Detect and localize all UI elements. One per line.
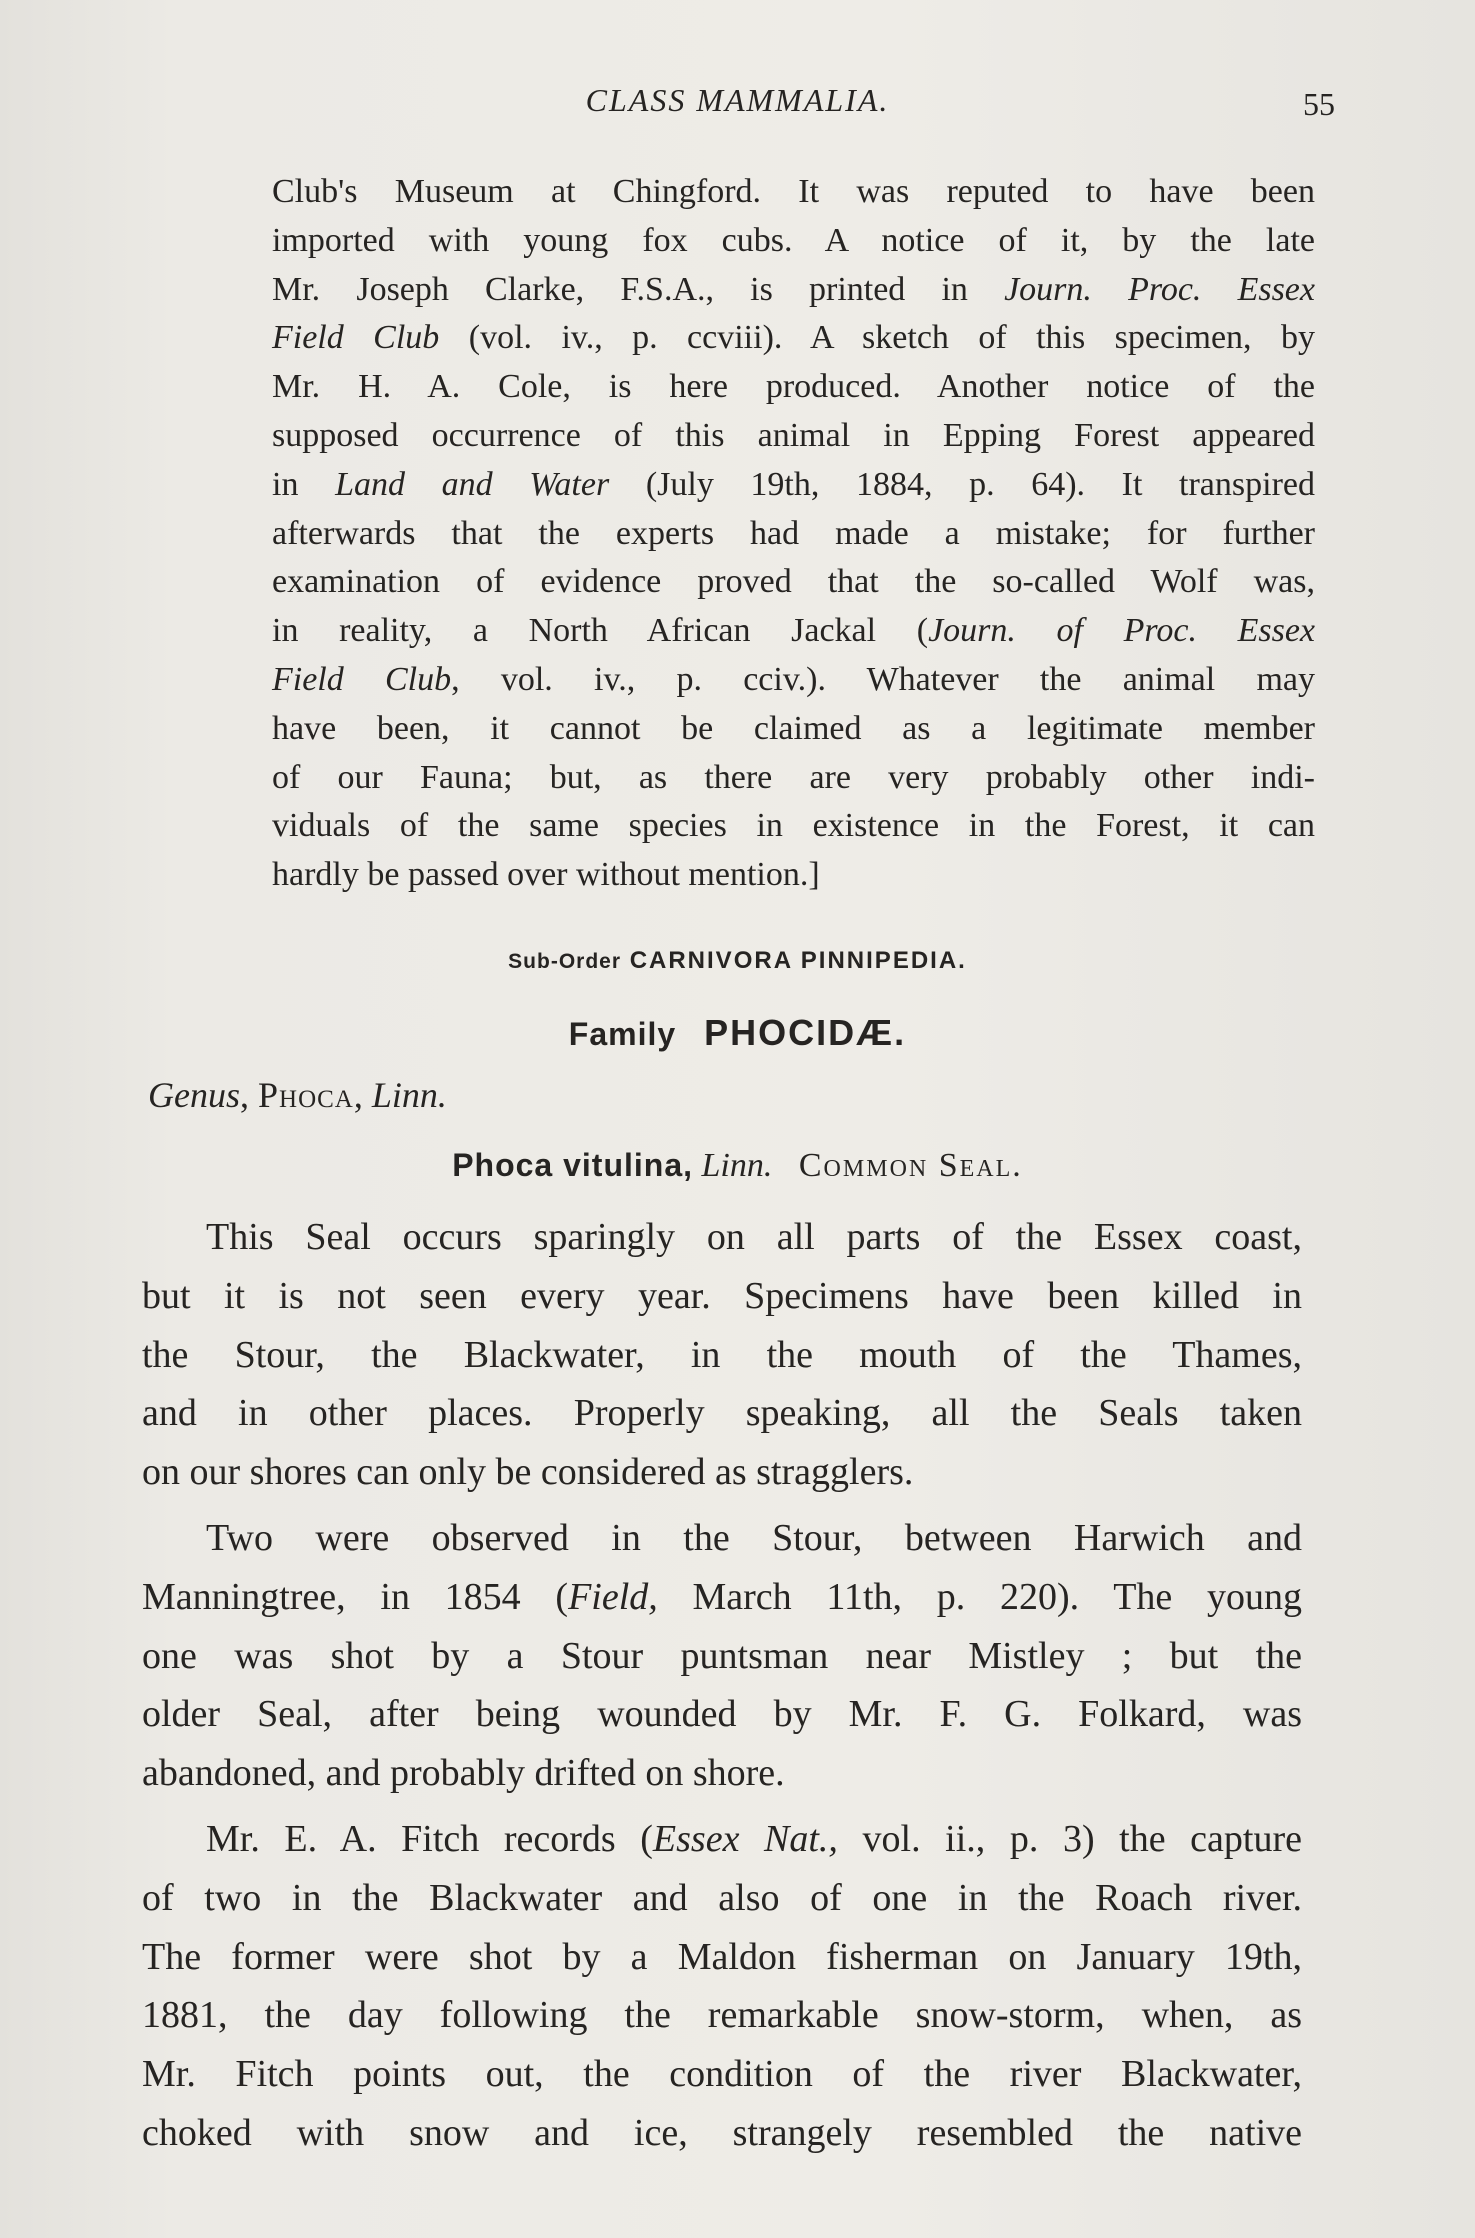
text-run: (vol. iv., p. ccviii). A sketch of this specimen, by — [468, 319, 1315, 357]
page-number: 55 — [1303, 86, 1335, 122]
text-run: in — [272, 465, 336, 503]
text-line — [272, 656, 1315, 705]
body-paragraph-3 — [142, 1810, 1302, 2163]
text-line: of our Fauna; but, as there are very probably other indi- — [272, 758, 1315, 796]
text-line: one was shot by a Stour puntsman near Mistley ; but the — [142, 1634, 1302, 1677]
text-line: imported with young fox cubs. A notice of it, by the late — [272, 221, 1315, 259]
suborder-heading — [0, 944, 1475, 979]
text-run: , vol. iv., p. cciv.). Whatever the animal may — [451, 660, 1315, 698]
text-line: the Stour, the Blackwater, in the mouth of the Thames, — [142, 1333, 1302, 1376]
text-line — [142, 1568, 1302, 1627]
species-authority: Linn. — [701, 1147, 773, 1184]
text-line — [142, 1810, 1302, 1869]
genus-word: Genus — [148, 1075, 240, 1115]
text-line: older Seal, after being wounded by Mr. F. G. Folkard, was — [142, 1693, 1302, 1736]
text-run: (July 19th, 1884, p. 64). It transpired — [645, 465, 1315, 503]
text-run: in reality, a North African Jackal ( — [272, 612, 929, 650]
journal-title: Essex Nat., — [652, 1818, 838, 1860]
genus-authority: Linn. — [371, 1075, 447, 1115]
text-run: vol. ii., p. 3) the capture — [837, 1818, 1302, 1860]
text-line: Two were observed in the Stour, between Harwich and — [206, 1517, 1302, 1559]
text-line — [272, 266, 1315, 315]
suborder-prefix: Sub-Order — [508, 950, 622, 973]
text-line — [272, 607, 1315, 656]
text-line — [272, 314, 1315, 363]
genus-heading — [148, 1070, 447, 1120]
body-paragraph-2 — [142, 1509, 1302, 1803]
running-head — [0, 78, 1475, 122]
genus-separator: , — [240, 1075, 258, 1115]
species-name: Phoca vitulina, — [452, 1147, 694, 1183]
suborder-name: CARNIVORA PINNIPEDIA. — [629, 947, 967, 974]
text-line: on our shores can only be considered as stragglers. — [142, 1451, 914, 1494]
text-line: This Seal occurs sparingly on all parts of the Essex coast, — [206, 1216, 1302, 1258]
text-line: viduals of the same species in existence in the Forest, it can — [272, 807, 1315, 845]
body-paragraph-1 — [142, 1208, 1302, 1502]
text-run: Mr. Joseph Clarke, F.S.A., is printed in — [272, 270, 1005, 308]
quoted-note-paragraph — [272, 168, 1315, 900]
text-line: have been, it cannot be claimed as a legitimate member — [272, 709, 1315, 747]
journal-title: Field Club — [272, 660, 452, 698]
text-line: but it is not seen every year. Specimens have been killed in — [142, 1274, 1302, 1317]
text-line: of two in the Blackwater and also of one in the Roach river. — [142, 1876, 1302, 1919]
journal-title: Journ. Proc. Essex — [1004, 270, 1315, 308]
text-line: supposed occurrence of this animal in Epping Forest appeared — [272, 416, 1315, 454]
text-line: examination of evidence proved that the so-called Wolf was, — [272, 563, 1315, 601]
text-line: Mr. H. A. Cole, is here produced. Another notice of the — [272, 368, 1315, 406]
journal-title: Land and Water — [335, 465, 610, 503]
genus-separator-2: , — [353, 1075, 372, 1115]
text-line: The former were shot by a Maldon fisherman on January 19th, — [142, 1935, 1302, 1978]
text-line: hardly be passed over without mention.] — [272, 856, 820, 894]
species-common-name: Common Seal. — [798, 1147, 1023, 1184]
family-heading — [0, 1008, 1475, 1059]
text-run: Manningtree, in 1854 ( — [142, 1575, 569, 1618]
text-line: choked with snow and ice, strangely resembled the native — [142, 2111, 1302, 2154]
family-word: Family — [568, 1016, 677, 1052]
journal-title: Journ. of Proc. Essex — [928, 612, 1315, 650]
text-line: 1881, the day following the remarkable snow-storm, when, as — [142, 1994, 1302, 2037]
text-line: abandoned, and probably drifted on shore. — [142, 1752, 785, 1795]
text-run: Mr. E. A. Fitch records ( — [206, 1818, 653, 1860]
text-run: March 11th, p. 220). The young — [657, 1575, 1302, 1618]
running-title: CLASS MAMMALIA. — [585, 82, 890, 118]
text-line: Club's Museum at Chingford. It was reputed to have been — [272, 173, 1315, 210]
text-line: and in other places. Properly speaking, all the Seals taken — [142, 1392, 1302, 1435]
family-name: PHOCIDÆ. — [704, 1012, 907, 1053]
genus-name: Phoca — [258, 1075, 354, 1115]
text-line: Mr. Fitch points out, the condition of the river Blackwater, — [142, 2053, 1302, 2096]
journal-title: Field, — [568, 1575, 658, 1618]
text-line: afterwards that the experts had made a mistake; for further — [272, 514, 1315, 552]
species-heading — [0, 1140, 1475, 1191]
text-line — [272, 461, 1315, 510]
journal-title: Field Club — [272, 319, 440, 357]
